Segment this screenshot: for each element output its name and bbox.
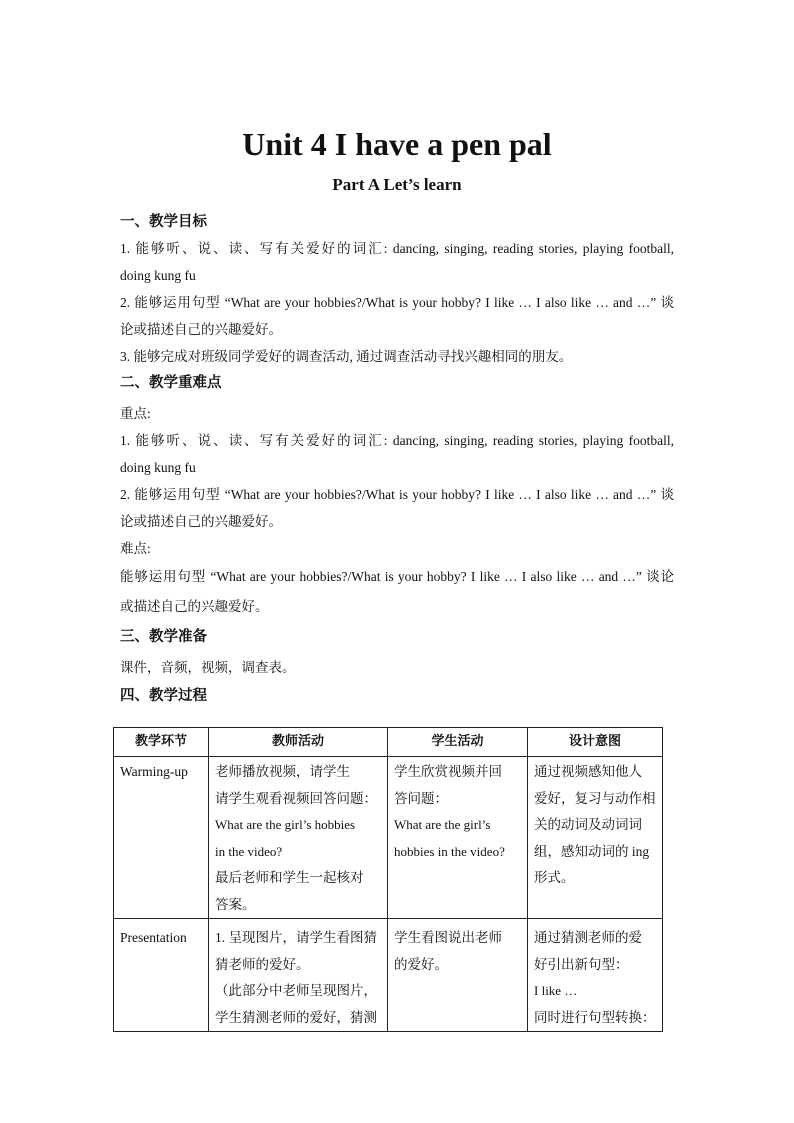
cell-line: 好引出新句型： [534,956,629,972]
cell-design-intent [528,919,663,1032]
document-title: Unit 4 I have a pen pal [242,126,552,162]
key-point-1-line-2: doing kung fu [120,460,196,475]
cell-teacher-activity [209,919,388,1032]
objective-2-line-1: 2. 能够运用句型 “What are your hobbies?/What is your hobby? I like … I also like … and …” 谈 [120,295,674,310]
objective-2-line-2: 论或描述自己的兴趣爱好。 [120,322,282,337]
cell-line: 最后老师和学生一起核对 [215,870,364,885]
cell-student-activity [388,757,528,919]
header-stage: 教学环节 [114,728,209,757]
cell-student-activity [388,919,528,1032]
section-heading-objectives: 一、教学目标 [120,214,207,230]
cell-line: 学生猜测老师的爱好，猜测 [215,1009,377,1025]
table-row [114,757,663,919]
cell-line: 老师播放视频，请学生 [215,764,350,779]
cell-line: 通过猜测老师的爱 [534,930,642,945]
preparation-text: 课件，音频，视频，调查表。 [120,660,296,675]
cell-line: What are the girl’s [394,817,491,832]
key-point-2-line-1: 2. 能够运用句型 “What are your hobbies?/What is your hobby? I like … I also like … and …” 谈 [120,487,674,502]
cell-line: 答问题： [394,790,448,806]
cell-line: （此部分中老师呈现图片， [215,983,377,998]
header-design-intent: 设计意图 [528,728,663,757]
key-points-label: 重点: [120,406,151,421]
cell-line: 答案。 [215,896,256,912]
cell-stage: Presentation [114,919,209,1032]
cell-line: 形式。 [534,870,575,885]
cell-line: 通过视频感知他人 [534,764,642,779]
document-subtitle: Part A Let’s learn [332,175,462,194]
teaching-process-table [113,727,663,1032]
cell-line: 组，感知动词的 ing [534,843,650,859]
table-header-row [114,728,663,757]
header-student-activity: 学生活动 [388,728,528,757]
cell-line: 学生看图说出老师 [394,930,502,945]
cell-line: 的爱好。 [394,956,448,972]
cell-line: 爱好，复习与动作相 [534,790,656,806]
difficulty-line-2: 或描述自己的兴趣爱好。 [120,599,269,614]
cell-teacher-activity [209,757,388,919]
cell-line: 1. 呈现图片，请学生看图猜 [215,930,377,945]
header-teacher-activity: 教师活动 [209,728,388,757]
objective-1-line-2: doing kung fu [120,268,196,283]
cell-line: 关的动词及动词词 [534,817,642,832]
objective-1-line-1: 1. 能够听、说、读、写有关爱好的词汇: dancing, singing, reading stories, playing football, [120,241,674,256]
cell-line: 学生欣赏视频并回 [394,764,502,779]
key-point-2-line-2: 论或描述自己的兴趣爱好。 [120,514,282,529]
cell-line: I like … [534,983,578,998]
section-heading-key-points: 二、教学重难点 [120,375,222,391]
cell-line: 猜老师的爱好。 [215,956,310,972]
cell-line: 同时进行句型转换： [534,1009,656,1025]
difficulty-line-1: 能够运用句型 “What are your hobbies?/What is your hobby? I like … I also like … and …” 谈论 [120,569,674,584]
cell-stage: Warming-up [114,757,209,919]
section-heading-preparation: 三、教学准备 [120,629,207,645]
difficulties-label: 难点: [120,541,151,556]
key-point-1-line-1: 1. 能够听、说、读、写有关爱好的词汇: dancing, singing, reading stories, playing football, [120,433,674,448]
table-row [114,919,663,1032]
cell-line: in the video? [215,843,283,859]
cell-line: hobbies in the video? [394,843,505,859]
cell-line: What are the girl’s hobbies [215,817,356,832]
document-body [120,209,674,709]
objective-3: 3. 能够完成对班级同学爱好的调查活动, 通过调查活动寻找兴趣相同的朋友。 [120,349,573,364]
section-heading-process: 四、教学过程 [120,688,207,704]
cell-design-intent [528,757,663,919]
cell-line: 请学生观看视频回答问题： [215,790,377,806]
